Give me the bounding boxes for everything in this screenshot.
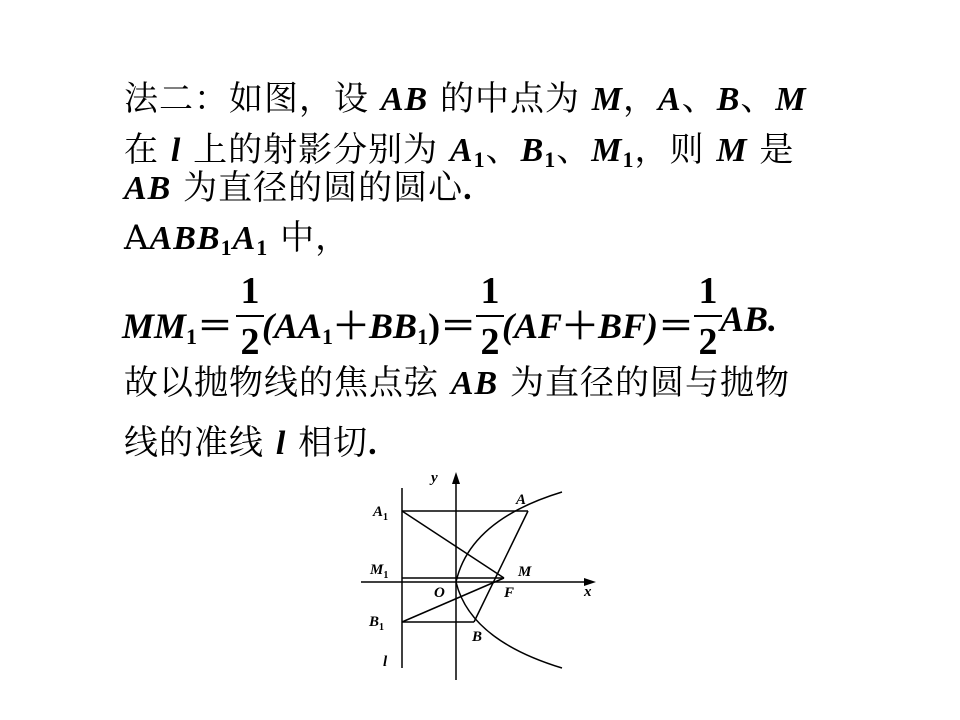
period: . — [463, 170, 473, 207]
text: 、 — [556, 130, 592, 170]
label-y: y — [431, 470, 438, 486]
subscript: 1 — [186, 324, 198, 349]
label-l: l — [383, 654, 388, 670]
math-bf: BF) — [598, 306, 659, 346]
subscript: 1 — [417, 324, 429, 349]
label-x: x — [584, 584, 592, 600]
math-mm: MM — [122, 306, 187, 346]
text: 故以抛物线的焦点弦 — [124, 363, 451, 403]
text: 线的准线 — [124, 423, 276, 463]
math-a1: A — [232, 220, 257, 257]
subscript: 1 — [322, 324, 334, 349]
period: . — [368, 425, 378, 462]
denominator: 2 — [480, 321, 500, 363]
math-ab: AB. — [720, 299, 778, 339]
math-a1: A — [449, 132, 474, 169]
text: ， — [623, 79, 659, 119]
subscript: 1 — [473, 147, 486, 172]
math-ab: AB — [124, 170, 172, 207]
text: 相切 — [286, 423, 369, 463]
paren: ) — [428, 306, 441, 346]
label-a1-main: A — [373, 504, 384, 520]
math-m1: M — [591, 132, 623, 169]
math-b: B — [716, 81, 741, 118]
math-m: M — [716, 132, 748, 169]
plus: ＋ — [562, 306, 599, 346]
label-b1-main: B — [369, 614, 380, 630]
label-o: O — [434, 585, 445, 601]
math-m: M — [775, 81, 807, 118]
segment-a1-m — [402, 511, 504, 578]
numerator: 1 — [480, 270, 500, 312]
label-a1-sub: 1 — [383, 512, 389, 523]
label-b1-sub: 1 — [379, 622, 385, 633]
math-a: A — [658, 81, 682, 118]
label-m1-sub: 1 — [383, 570, 389, 581]
math-bb1: BB — [369, 306, 418, 346]
subscript: 1 — [622, 147, 635, 172]
text: 为直径的圆与抛物 — [498, 363, 790, 403]
denominator: 2 — [698, 321, 718, 363]
math-af: (AF — [502, 306, 563, 346]
equals: ＝ — [440, 306, 477, 346]
subscript: 1 — [544, 147, 557, 172]
text: 法二：如图，设 — [124, 79, 381, 119]
text: 中， — [268, 218, 351, 258]
label-f: F — [504, 585, 515, 601]
subscript: 1 — [256, 235, 269, 260]
text: 在 — [124, 130, 171, 170]
math-m: M — [591, 81, 624, 118]
math-aa1: (AA — [262, 306, 323, 346]
subscript: 1 — [220, 235, 233, 260]
label-m1-main: M — [370, 562, 384, 578]
plus: ＋ — [333, 306, 370, 346]
text: 为直径的圆的圆心 — [171, 168, 464, 208]
label-m1 — [369, 562, 388, 581]
label-b1 — [368, 614, 384, 633]
segment-b1-m — [402, 578, 504, 622]
text: 是 — [747, 130, 795, 170]
text: 上的射影分别为 — [181, 130, 450, 170]
equals: ＝ — [658, 306, 695, 346]
equals: ＝ — [197, 306, 234, 346]
text: 的中点为 — [428, 79, 592, 119]
text: 、 — [681, 79, 717, 119]
math-l: l — [170, 132, 182, 169]
y-axis-arrow — [452, 472, 460, 484]
label-m: M — [518, 564, 532, 580]
text: A — [124, 218, 150, 258]
label-b: B — [472, 629, 483, 645]
text: 、 — [740, 79, 776, 119]
math-ab: AB — [380, 81, 429, 118]
numerator: 1 — [240, 270, 260, 312]
denominator: 2 — [240, 321, 260, 363]
label-a: A — [516, 492, 527, 508]
math-b1: B — [520, 132, 545, 169]
numerator: 1 — [698, 270, 718, 312]
math-abb1: ABB — [149, 220, 221, 257]
math-ab: AB — [450, 365, 499, 402]
text: ，则 — [634, 130, 717, 170]
math-l: l — [275, 425, 287, 462]
label-a1 — [372, 504, 388, 523]
text: 、 — [485, 130, 521, 170]
